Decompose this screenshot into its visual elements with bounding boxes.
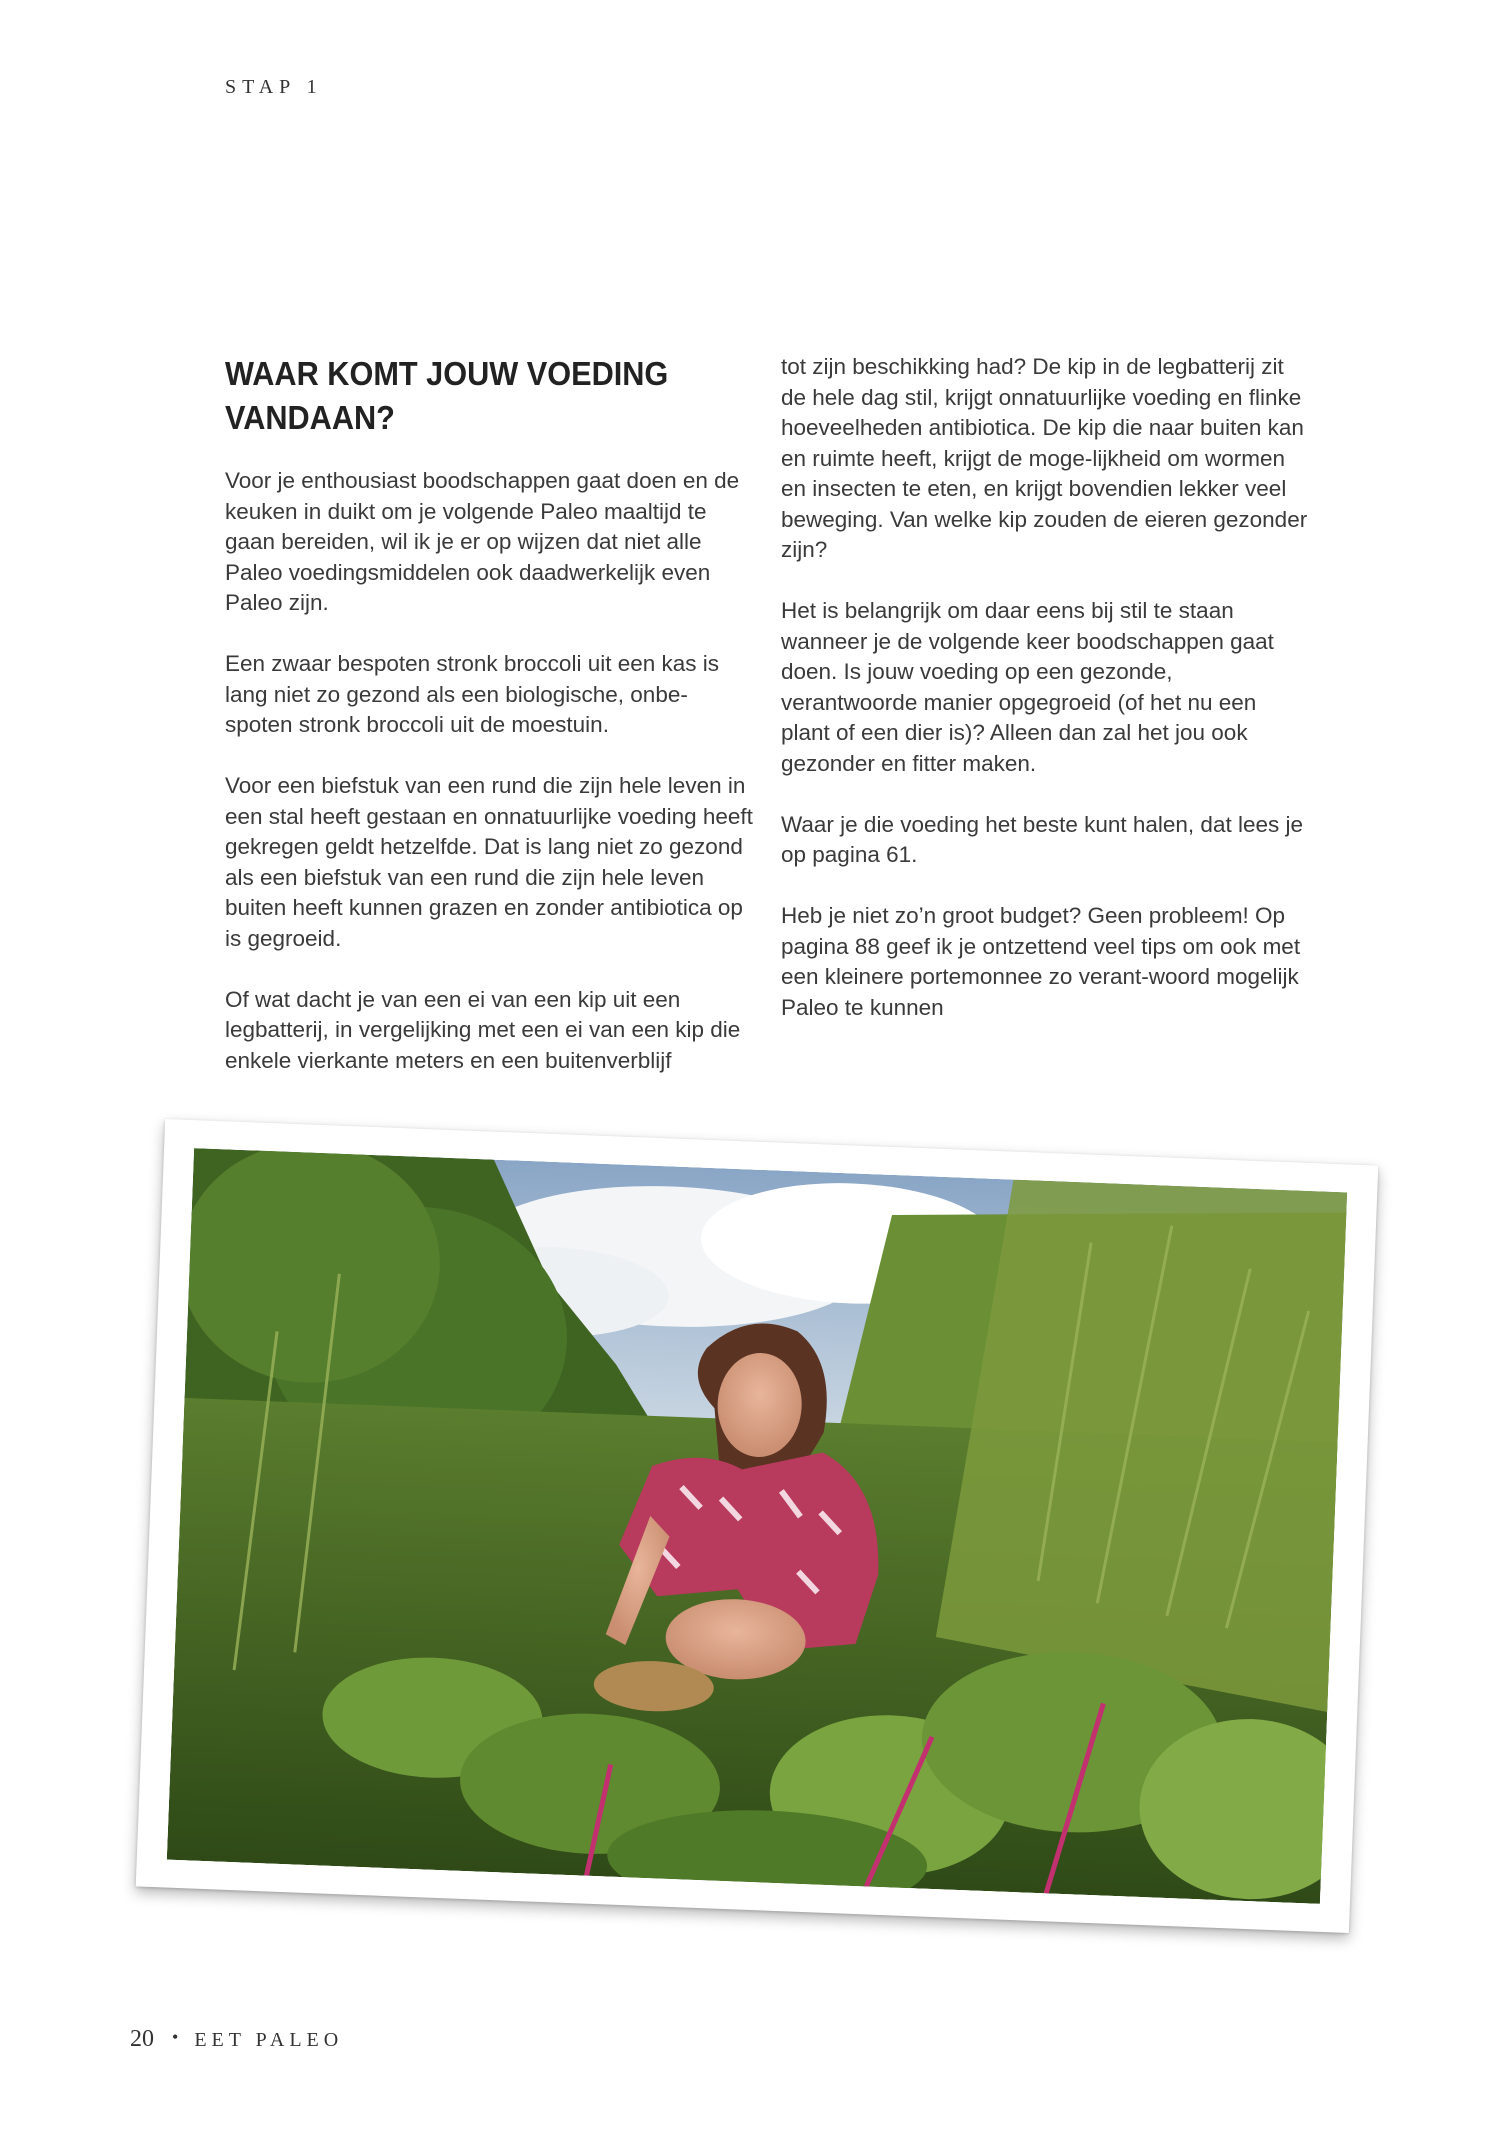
paragraph: Heb je niet zo’n groot budget? Geen probleem! Op pagina 88 geef ik je ontzettend veel tips om ook met een kleinere portemonnee zo verant-woord mogelijk Paleo te kunnen [781, 903, 1301, 1020]
paragraph: tot zijn beschikking had? De kip in de legbatterij zit de hele dag stil, krijgt onnatuurlijke voeding en flinke hoeveelheden antibiotica. De kip die naar buiten kan en ruimte heeft, krijgt de moge-lijkheid om wormen en insecten te eten, en krijgt bovendien lekker veel beweging. Van welke kip zouden de eieren gezonder zijn? [781, 354, 1308, 562]
page-number: 20 [130, 2026, 154, 2052]
paragraph: Een zwaar bespoten stronk broccoli uit een kas is lang niet zo gezond als een biologische, onbe-spoten stronk broccoli uit de moestuin. [225, 651, 720, 737]
paragraph: Voor een biefstuk van een rund die zijn hele leven in een stal heeft gestaan en onnatuurlijke voeding heeft gekregen geldt hetzelfde. Dat is lang niet zo gezond als een biefstuk van een rund die zijn hele leven buiten heeft kunnen grazen en zonder antibiotica op is gegroeid. [225, 773, 753, 951]
page-footer [130, 2026, 343, 2053]
paragraph: Het is belangrijk om daar eens bij stil te staan wanneer je de volgende keer boodschappen gaat doen. Is jouw voeding op een gezonde, verantwoorde manier opgegroeid (of het nu een plant of een dier is)? Alleen dan zal het jou ook gezonder en fitter maken. [781, 598, 1274, 776]
right-column [781, 352, 1311, 1054]
bullet-separator: • [172, 2027, 179, 2047]
paragraph: Of wat dacht je van een ei van een kip uit een legbatterij, in vergelijking met een ei van een kip die enkele vierkante meters en een buitenverblijf [225, 986, 741, 1073]
article-title: WAAR KOMT JOUW VOEDING VANDAAN? [225, 355, 669, 436]
running-head: STAP 1 [225, 76, 323, 98]
book-title: EET PALEO [194, 2029, 344, 2051]
photo-frame [136, 1119, 1379, 1933]
paragraph: Voor je enthousiast boodschappen gaat doen en de keuken in duikt om je volgende Paleo maaltijd te gaan bereiden, wil ik je er op wijzen dat niet alle Paleo voedingsmiddelen ook daadwerkelijk even Paleo zijn. [225, 468, 740, 615]
paragraph: Waar je die voeding het beste kunt halen, dat lees je op pagina 61. [781, 811, 1304, 867]
left-column [225, 352, 755, 1107]
garden-photo [167, 1148, 1347, 1904]
garden-illustration [167, 1148, 1347, 1904]
